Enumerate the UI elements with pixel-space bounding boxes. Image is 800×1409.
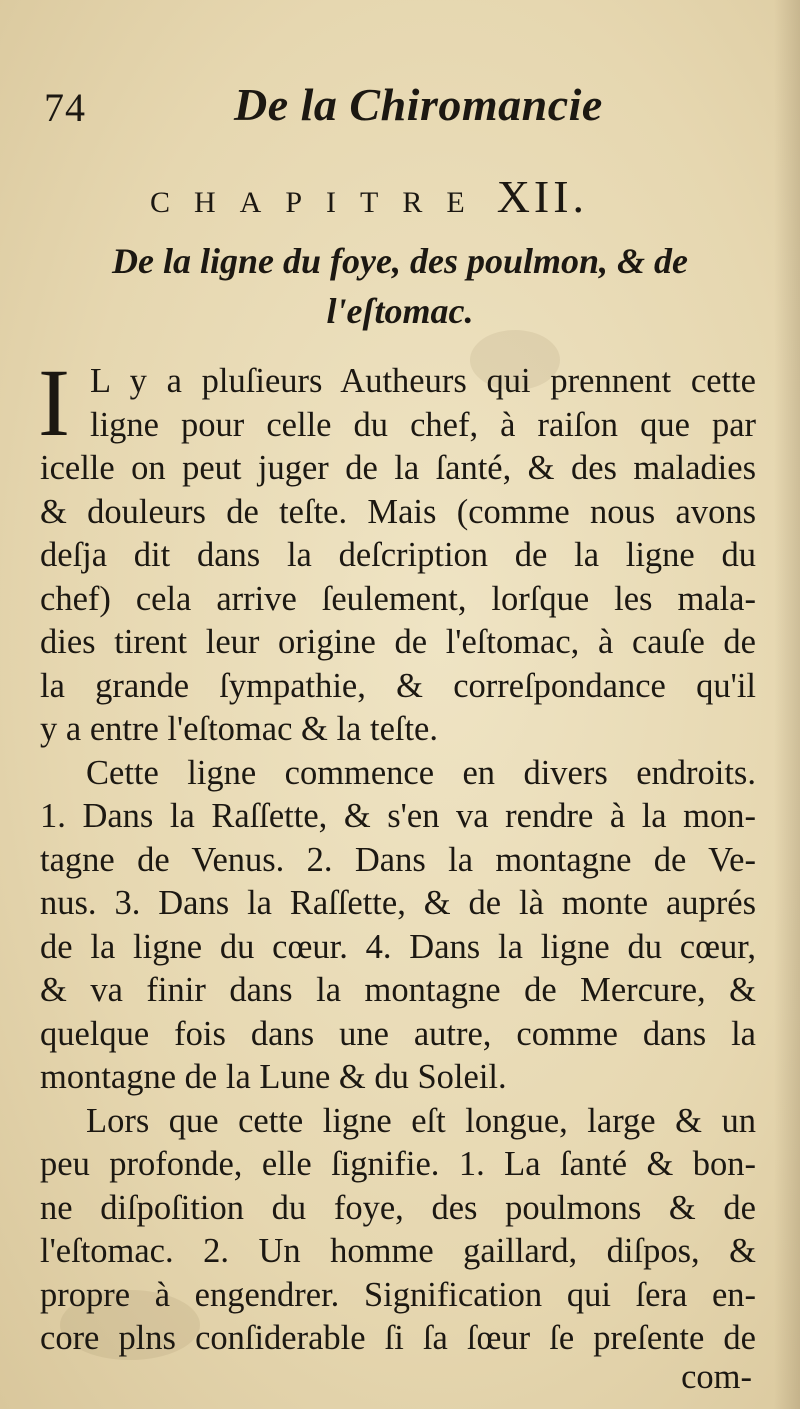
chapter-subtitle-line-2: l'eſtomac. [326,291,474,331]
text-line: Cette ligne commence en divers endroits. [86,753,756,792]
running-head: De la Chiromancie [234,79,603,130]
text-line: chef) cela arrive ſeulement, lorſque les mala- [40,579,756,618]
text-line: Lors que cette ligne eſt longue, large & un [86,1101,756,1140]
drop-cap: I [38,349,70,456]
chapter-heading [150,170,588,223]
text-line: l'eſtomac. 2. Un homme gaillard, diſpos, & [40,1232,756,1270]
page-header [44,78,764,138]
text-line: & va finir dans la montagne de Mercure, & [40,971,756,1009]
text-line: ligne pour celle du chef, à raiſon que par [90,405,756,444]
paragraph-2 [40,752,756,1100]
text-line: nus. 3. Dans la Raſſette, & de là monte auprés [40,884,756,922]
page-number: 74 [44,85,86,130]
text-line: L y a pluſieurs Autheurs qui prennent cette [90,362,756,400]
text-line: ne diſpoſition du foye, des poulmons & de [40,1188,756,1227]
text-line: & douleurs de teſte. Mais (comme nous avons [40,492,756,531]
text-line: montagne de la Lune & du Soleil. [40,1058,507,1096]
body-text [38,349,756,1361]
text-line: quelque fois dans une autre, comme dans la [40,1014,756,1053]
paragraph-3 [40,1100,756,1361]
paragraph-1 [38,349,756,752]
chapter-word: CHAPITRE [150,186,489,219]
text-line: y a entre l'eſtomac & la teſte. [40,710,438,748]
text-line: core plns conſiderable ſi ſa ſœur ſe preſente de [40,1319,756,1357]
text-line: peu profonde, elle ſignifie. 1. La ſanté & bon- [40,1145,756,1183]
text-line: deſja dit dans la deſcription de la ligne du [40,536,756,574]
chapter-subtitle-line-1: De la ligne du foye, des poulmon, & de [112,241,688,281]
catchword: com- [681,1358,752,1396]
text-line: dies tirent leur origine de l'eſtomac, à cauſe de [40,623,756,661]
text-line: de la ligne du cœur. 4. Dans la ligne du cœur, [40,927,756,966]
text-line: tagne de Venus. 2. Dans la montagne de Ve- [40,840,756,879]
text-line: propre à engendrer. Signification qui ſera en- [40,1275,756,1314]
text-line: icelle on peut juger de la ſanté, & des maladies [40,449,756,487]
text-line: 1. Dans la Raſſette, & s'en va rendre à la mon- [40,797,756,835]
text-line: la grande ſympathie, & correſpondance qu'il [40,666,756,705]
chapter-number: XII. [496,171,589,222]
